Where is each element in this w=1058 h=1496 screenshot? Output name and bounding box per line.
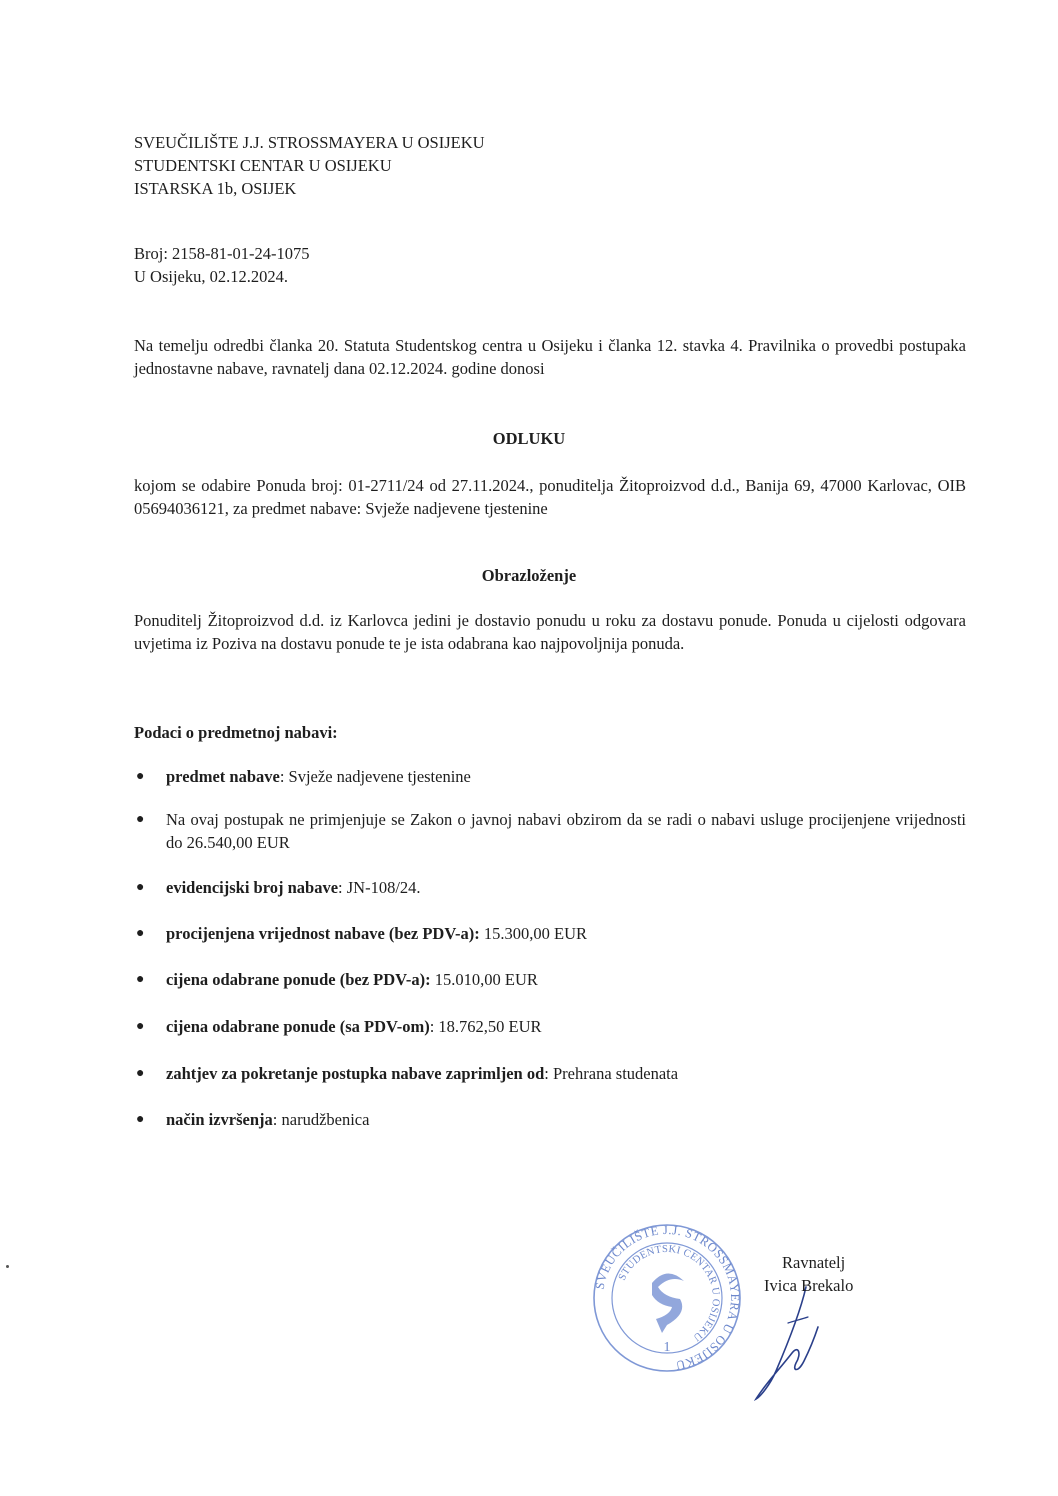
handwritten-signature (748, 1283, 828, 1403)
decision-title: ODLUKU (492, 429, 566, 448)
list-item (134, 922, 966, 945)
document-meta (134, 242, 310, 288)
item-label: predmet nabave (166, 767, 280, 786)
details-title: Podaci o predmetnoj nabavi: (134, 723, 338, 742)
signature-block (764, 1251, 853, 1297)
item-value: : 18.762,50 EUR (429, 1017, 542, 1036)
stamp-outer-text: SVEUČILIŠTE J.J. STROSSMAYERA U OSIJEKU (592, 1223, 742, 1373)
list-item (134, 968, 966, 991)
item-label: način izvršenja (166, 1110, 273, 1129)
document-number: Broj: 2158-81-01-24-1075 (134, 244, 310, 263)
item-label: evidencijski broj nabave (166, 878, 339, 897)
item-label: zahtjev za pokretanje postupka nabave zaprimljen od (166, 1064, 545, 1083)
item-value: : Prehrana studenata (544, 1064, 679, 1083)
item-value: : Svježe nadjevene tjestenine (279, 767, 471, 786)
bullet-icon: ● (136, 1112, 145, 1127)
item-label: cijena odabrane ponude (bez PDV-a): (166, 970, 431, 989)
list-item (134, 808, 966, 854)
bullet-icon: ● (136, 769, 145, 784)
stamp-logo-icon (652, 1273, 684, 1333)
reason-paragraph: Ponuditelj Žitoproizvod d.d. iz Karlovca jedini je dostavio ponudu u roku za dostavu ponude. Ponuda u cijelosti odgovara uvjetima iz Poziva na dostavu ponude te je ista odabrana kao najpovoljnija ponuda. (134, 611, 966, 653)
signatory-role: Ravnatelj (782, 1253, 846, 1272)
bullet-icon: ● (136, 972, 145, 987)
list-item (134, 1062, 966, 1085)
list-item (134, 1015, 966, 1038)
bullet-icon: ● (136, 1066, 145, 1081)
item-value: : narudžbenica (272, 1110, 370, 1129)
item-value: 15.300,00 EUR (479, 924, 588, 943)
intro-paragraph: Na temelju odredbi članka 20. Statuta Studentskog centra u Osijeku i članka 12. stavka 4. Pravilnika o provedbi postupaka jednostavne nabave, ravnatelj dana 02.12.2024. godine donosi (134, 336, 966, 378)
official-stamp (592, 1223, 742, 1373)
place-date: U Osijeku, 02.12.2024. (134, 267, 288, 286)
university-name: SVEUČILIŠTE J.J. STROSSMAYERA U OSIJEKU (134, 133, 485, 152)
center-name: STUDENTSKI CENTAR U OSIJEKU (134, 156, 392, 175)
item-label: procijenjena vrijednost nabave (bez PDV-a): (166, 924, 480, 943)
bullet-icon: ● (136, 812, 145, 827)
list-item (134, 1108, 966, 1131)
signatory-name: Ivica Brekalo (764, 1276, 854, 1295)
item-value: Na ovaj postupak ne primjenjuje se Zakon o javnoj nabavi obzirom da se radi o nabavi usluge procijenjene vrijednosti do 26.540,00 EUR (166, 810, 966, 852)
stamp-inner-text: STUDENTSKI CENTAR U OSIJEKU (616, 1243, 722, 1343)
list-item (134, 765, 966, 788)
bullet-icon: ● (136, 926, 145, 941)
stamp-number: 1 (663, 1340, 671, 1355)
address: ISTARSKA 1b, OSIJEK (134, 179, 297, 198)
item-value: 15.010,00 EUR (430, 970, 538, 989)
bullet-icon: ● (136, 880, 145, 895)
scan-speck (6, 1265, 9, 1268)
reason-title: Obrazloženje (481, 566, 577, 585)
bullet-icon: ● (136, 1019, 145, 1034)
decision-paragraph: kojom se odabire Ponuda broj: 01-2711/24 od 27.11.2024., ponuditelja Žitoproizvod d.d., Banija 69, 47000 Karlovac, OIB 05694036121, za predmet nabave: Svježe nadjevene tjestenine (134, 476, 966, 518)
item-label: cijena odabrane ponude (sa PDV-om) (166, 1017, 430, 1036)
item-value: : JN-108/24. (338, 878, 421, 897)
institution-header (134, 131, 485, 200)
list-item (134, 876, 966, 899)
